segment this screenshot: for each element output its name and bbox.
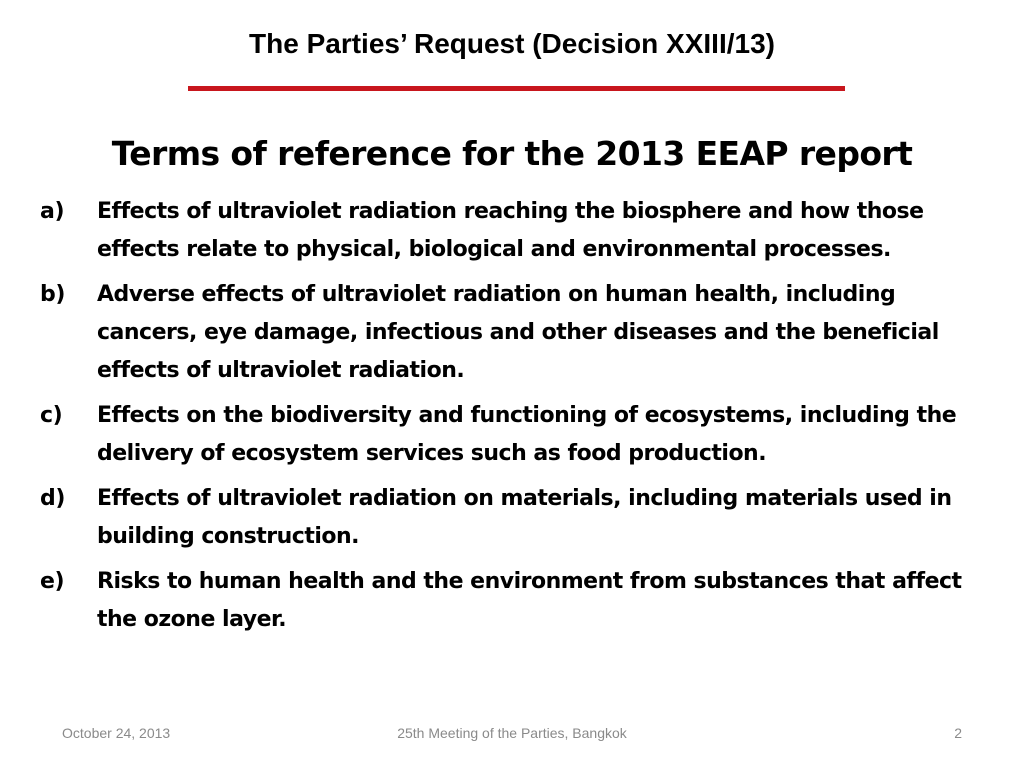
list-item xyxy=(40,397,1000,473)
list-item-marker: d) xyxy=(40,486,66,511)
terms-list xyxy=(40,193,1000,646)
slide-subtitle: Terms of reference for the 2013 EEAP report xyxy=(111,134,913,173)
list-item xyxy=(40,480,1000,556)
list-item-marker: b) xyxy=(40,282,66,307)
list-item-marker: a) xyxy=(40,199,65,224)
list-item xyxy=(40,276,1000,390)
slide-title: The Parties’ Request (Decision XXIII/13) xyxy=(249,28,775,59)
list-item-marker: e) xyxy=(40,569,65,594)
footer-date: October 24, 2013 xyxy=(62,725,171,741)
list-item-marker: c) xyxy=(40,403,63,428)
list-item-text: Adverse effects of ultraviolet radiation on human health, including cancers, eye damage, infectious and other diseases and the beneficial effects of ultraviolet radiation. xyxy=(97,282,939,383)
footer-event: 25th Meeting of the Parties, Bangkok xyxy=(397,725,627,741)
list-item-text: Effects on the biodiversity and functioning of ecosystems, including the delivery of ecosystem services such as food production. xyxy=(97,403,957,466)
list-item xyxy=(40,193,1000,269)
page-number: 2 xyxy=(954,725,962,741)
list-item-text: Risks to human health and the environment from substances that affect the ozone layer. xyxy=(97,569,962,632)
list-item-text: Effects of ultraviolet radiation reaching the biosphere and how those effects relate to physical, biological and environmental processes. xyxy=(97,199,924,262)
list-item xyxy=(40,563,1000,639)
list-item-text: Effects of ultraviolet radiation on materials, including materials used in building construction. xyxy=(97,486,952,549)
title-underline xyxy=(188,86,845,91)
